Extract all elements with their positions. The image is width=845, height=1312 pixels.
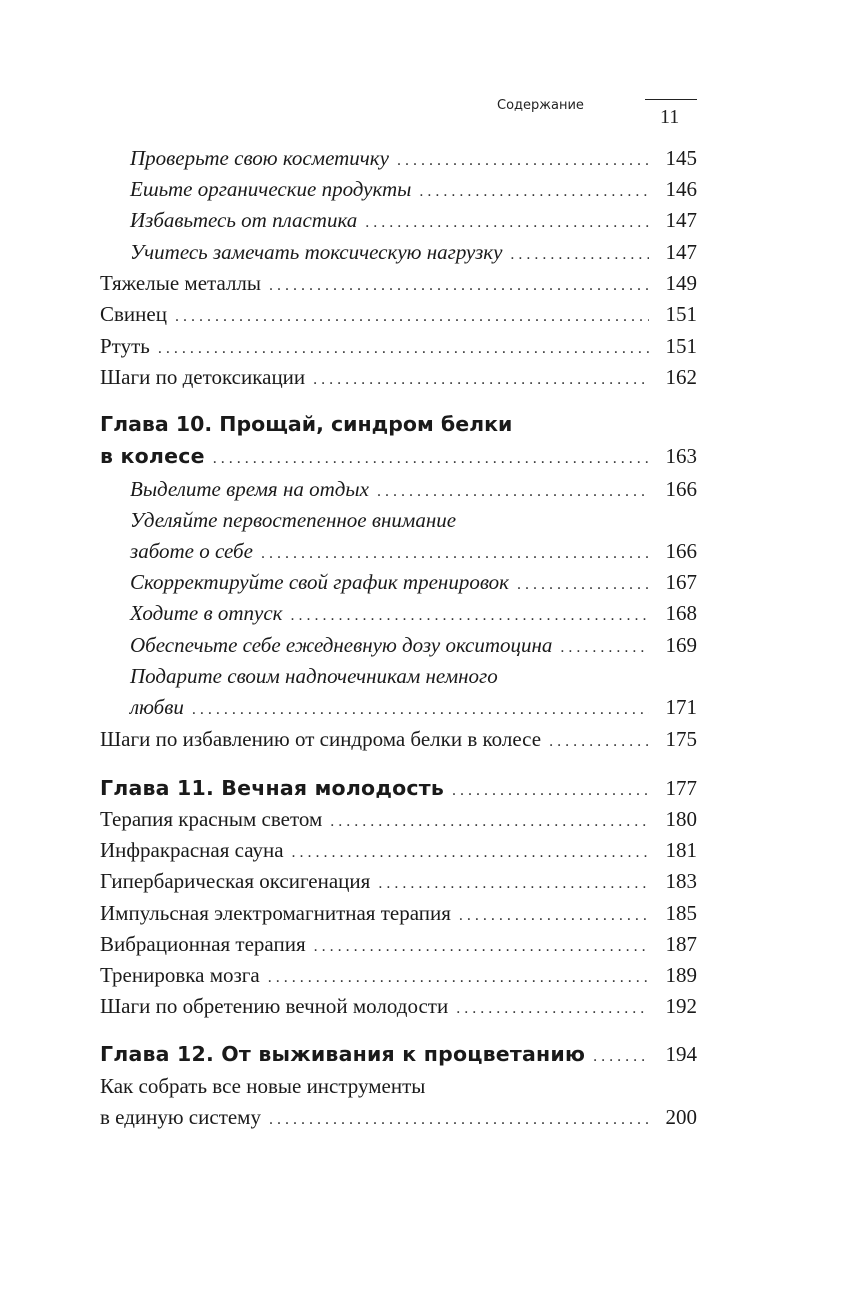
toc-entry-title-line1: Уделяйте первостепенное внимание — [130, 508, 457, 532]
toc-entry-title: любви — [130, 695, 184, 719]
toc-entry-page: 166 — [665, 477, 697, 501]
toc-entry-page: 171 — [665, 695, 697, 719]
chapter-entry — [100, 1041, 697, 1070]
dot-leader — [452, 778, 649, 804]
toc-entry — [130, 632, 697, 661]
toc-entry — [100, 962, 697, 991]
dot-leader — [261, 541, 649, 567]
chapter-entry — [100, 775, 697, 804]
toc-entry — [100, 806, 697, 835]
toc-entry-title: Инфракрасная сауна — [100, 838, 284, 862]
dot-leader — [314, 934, 649, 960]
toc-entry — [100, 726, 697, 755]
toc-entry-title: Скорректируйте свой график тренировок — [130, 570, 509, 594]
chapter-entry — [100, 443, 697, 472]
toc-entry-page: 180 — [665, 807, 697, 831]
toc-entry-page: 163 — [665, 444, 697, 468]
toc-entry-title-line1: Подарите своим надпочечникам немного — [130, 664, 498, 688]
toc-entry — [100, 931, 697, 960]
dot-leader — [192, 697, 649, 723]
running-head: Содержание — [497, 98, 584, 113]
toc-entry-title: Ешьте органические продукты — [130, 177, 412, 201]
toc-entry-title: Глава 11. Вечная молодость — [100, 776, 444, 800]
toc-entry — [100, 993, 697, 1022]
dot-leader — [175, 304, 649, 330]
toc-entry-title: Тренировка мозга — [100, 963, 260, 987]
toc-entry-title: Выделите время на отдых — [130, 477, 369, 501]
toc-entry-page: 181 — [665, 838, 697, 862]
toc-entry-page: 149 — [665, 271, 697, 295]
toc-entry-page: 185 — [665, 901, 697, 925]
dot-leader — [517, 572, 649, 598]
dot-leader — [330, 809, 649, 835]
toc-entry — [130, 476, 697, 505]
toc-entry — [130, 239, 697, 268]
toc-entry-page: 192 — [665, 994, 697, 1018]
toc-entry-page: 147 — [665, 208, 697, 232]
toc-entry — [130, 694, 697, 723]
toc-entry — [100, 868, 697, 897]
toc-entry-title: Импульсная электромагнитная терапия — [100, 901, 451, 925]
toc-entry-title: Проверьте свою косметичку — [130, 146, 389, 170]
toc-entry — [100, 270, 697, 299]
toc-entry-title: Шаги по детоксикации — [100, 365, 306, 389]
toc-entry-title: Ртуть — [100, 334, 150, 358]
toc-entry-page: 200 — [665, 1105, 697, 1129]
page-header — [0, 0, 845, 140]
dot-leader — [593, 1044, 649, 1070]
dot-leader — [313, 367, 649, 393]
dot-leader — [269, 1107, 649, 1133]
toc-entry-title-line1: Как собрать все новые инструменты — [100, 1074, 426, 1098]
toc-entry-title: Обеспечьте себе ежедневную дозу окситоцина — [130, 633, 553, 657]
dot-leader — [268, 965, 649, 991]
toc-entry — [100, 1104, 697, 1133]
toc-entry-title: Вибрационная терапия — [100, 932, 306, 956]
toc-entry-title: в колесе — [100, 444, 205, 468]
toc-entry — [130, 207, 697, 236]
toc-entry-page: 175 — [665, 727, 697, 751]
toc-entry-page: 189 — [665, 963, 697, 987]
toc-entry — [100, 301, 697, 330]
toc-entry — [100, 900, 697, 929]
dot-leader — [378, 871, 649, 897]
toc-entry-page: 166 — [665, 539, 697, 563]
dot-leader — [291, 603, 650, 629]
dot-leader — [549, 729, 649, 755]
dot-leader — [459, 903, 649, 929]
toc-entry — [100, 333, 697, 362]
toc-entry — [130, 538, 697, 567]
toc-entry-title: Тяжелые металлы — [100, 271, 262, 295]
dot-leader — [456, 996, 649, 1022]
toc-entry — [130, 145, 697, 174]
toc-entry — [130, 600, 697, 629]
toc-entry-title: заботе о себе — [130, 539, 253, 563]
dot-leader — [419, 179, 649, 205]
toc-entry — [100, 837, 697, 866]
chapter-title-line1: Глава 10. Прощай, синдром белки — [100, 412, 513, 436]
toc-entry-title: Свинец — [100, 302, 167, 326]
toc-entry — [130, 176, 697, 205]
toc-entry-page: 147 — [665, 240, 697, 264]
dot-leader — [269, 273, 649, 299]
toc-entry-title: Шаги по обретению вечной молодости — [100, 994, 449, 1018]
dot-leader — [510, 242, 649, 268]
toc-entry-page: 183 — [665, 869, 697, 893]
toc-entry-title: Учитесь замечать токсическую нагрузку — [130, 240, 503, 264]
toc-entry-page: 151 — [665, 334, 697, 358]
toc-entry-page: 145 — [665, 146, 697, 170]
dot-leader — [158, 336, 649, 362]
page-number: 11 — [660, 106, 680, 128]
toc-entry-page: 187 — [665, 932, 697, 956]
toc-entry-page: 168 — [665, 601, 697, 625]
toc-entry-title: Глава 12. От выживания к процветанию — [100, 1042, 586, 1066]
toc-entry-page: 169 — [665, 633, 697, 657]
toc-entry-page: 194 — [665, 1042, 697, 1066]
toc-entry-title: Шаги по избавлению от синдрома белки в колесе — [100, 727, 542, 751]
dot-leader — [397, 148, 649, 174]
toc-entry-page: 167 — [665, 570, 697, 594]
toc-entry — [100, 364, 697, 393]
toc-entry-title: Терапия красным светом — [100, 807, 323, 831]
toc-entry-title: Гипербарическая оксигенация — [100, 869, 371, 893]
dot-leader — [377, 479, 649, 505]
toc-entry — [130, 569, 697, 598]
dot-leader — [292, 840, 649, 866]
dot-leader — [560, 635, 649, 661]
toc-entry-page: 151 — [665, 302, 697, 326]
toc-entry-title: Избавьтесь от пластика — [130, 208, 358, 232]
toc-entry-page: 177 — [665, 776, 697, 800]
dot-leader — [365, 210, 649, 236]
header-rule — [645, 99, 697, 100]
toc-entry-title: Ходите в отпуск — [130, 601, 283, 625]
dot-leader — [213, 446, 649, 472]
toc-entry-title: в единую систему — [100, 1105, 261, 1129]
toc-entry-page: 146 — [665, 177, 697, 201]
toc-entry-page: 162 — [665, 365, 697, 389]
